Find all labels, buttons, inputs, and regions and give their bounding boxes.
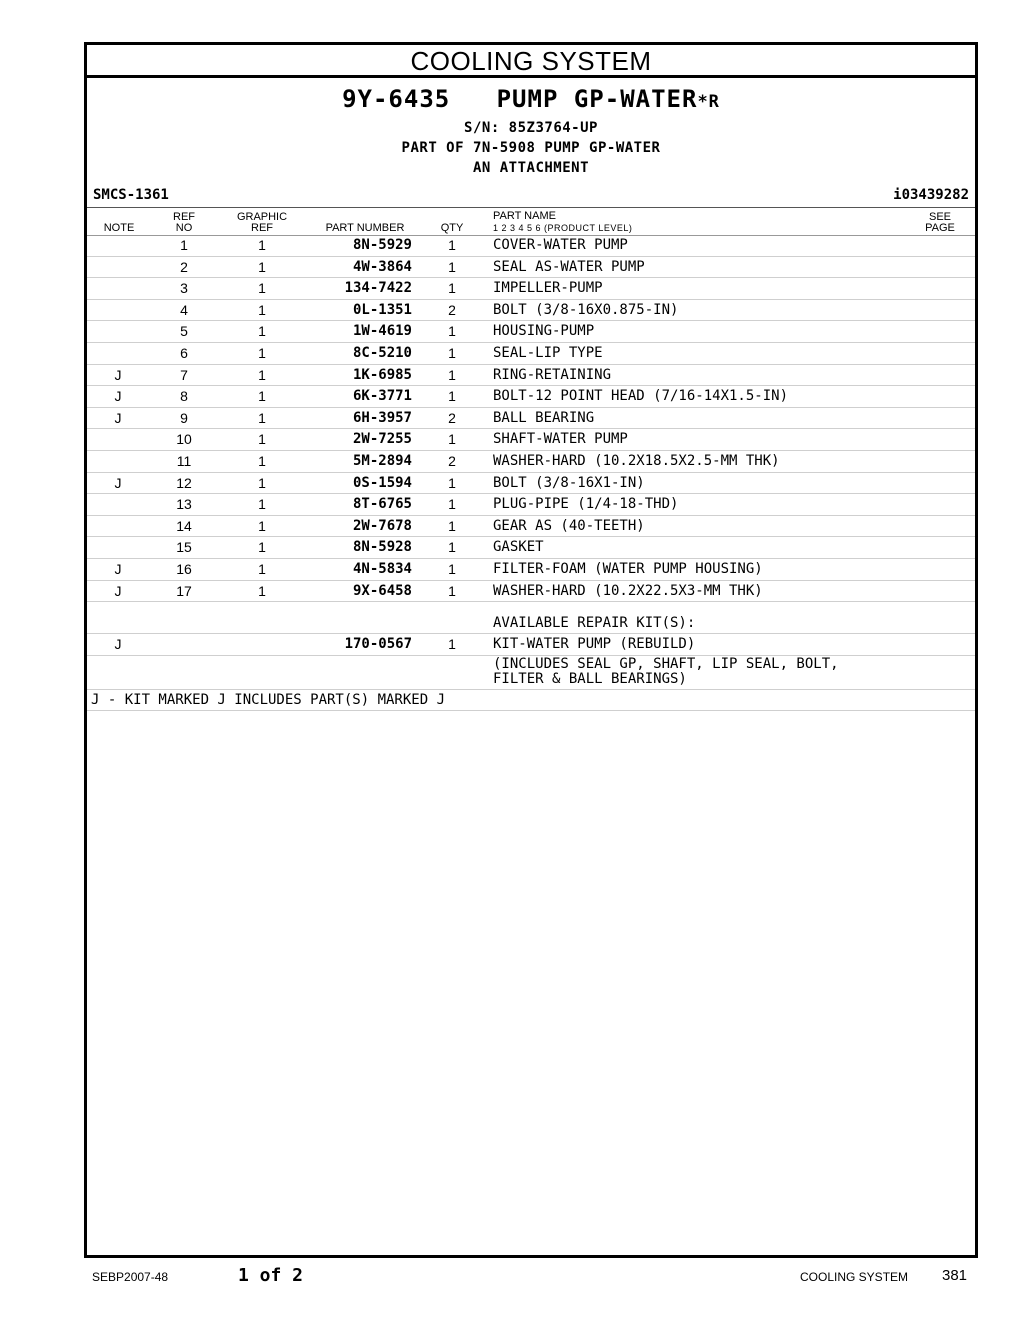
- qty-cell: 1: [448, 344, 456, 361]
- document-id: SEBP2007-48: [92, 1270, 169, 1284]
- smcs-code: SMCS-1361: [93, 187, 169, 203]
- ref-cell: 9: [180, 409, 188, 426]
- graphic-ref-cell: 1: [258, 496, 266, 513]
- graphic-ref-cell: 1: [258, 344, 266, 361]
- footer-section: COOLING SYSTEM: [800, 1270, 909, 1284]
- note-cell: J: [114, 560, 122, 577]
- qty-cell: 1: [448, 431, 456, 448]
- qty-cell: 1: [448, 258, 456, 275]
- kits-heading-row: [87, 602, 975, 634]
- graphic-ref-cell: 1: [258, 409, 266, 426]
- col-ref-bottom: NO: [175, 222, 193, 234]
- table-header: [87, 207, 975, 236]
- col-see-top: SEE: [928, 211, 951, 223]
- note-cell: J: [114, 582, 122, 599]
- graphic-ref-cell: 1: [258, 474, 266, 491]
- kit-row: [87, 634, 975, 656]
- qty-cell: 1: [448, 323, 456, 340]
- part-number-cell: 1K-6985: [352, 366, 412, 383]
- qty-cell: 1: [448, 388, 456, 405]
- part-number-cell: 8C-5210: [352, 344, 412, 361]
- part-name-cell: WASHER-HARD (10.2X22.5X3-MM THK): [493, 582, 763, 599]
- graphic-ref-cell: 1: [258, 431, 266, 448]
- ref-cell: 10: [176, 431, 192, 448]
- part-name-cell: GASKET: [493, 539, 544, 556]
- ref-cell: 7: [180, 366, 188, 383]
- parts-page-frame: [84, 42, 978, 1258]
- table-row: [87, 516, 975, 538]
- part-number-cell: 8T-6765: [352, 496, 412, 513]
- part-number-cell: 4N-5834: [352, 560, 412, 577]
- graphic-ref-cell: 1: [258, 258, 266, 275]
- ref-cell: 6: [180, 344, 188, 361]
- graphic-ref-cell: 1: [258, 539, 266, 556]
- qty-cell: 1: [448, 496, 456, 513]
- kit-includes-line-1: (INCLUDES SEAL GP, SHAFT, LIP SEAL, BOLT,: [493, 655, 839, 672]
- part-name-cell: COVER-WATER PUMP: [493, 237, 628, 253]
- part-name-cell: SHAFT-WATER PUMP: [493, 431, 628, 448]
- kits-heading: AVAILABLE REPAIR KIT(S):: [493, 615, 696, 632]
- table-row: [87, 451, 975, 473]
- part-name-cell: PLUG-PIPE (1/4-18-THD): [493, 496, 679, 513]
- part-number-cell: 2W-7678: [352, 517, 412, 534]
- col-product-level: 1 2 3 4 5 6 (PRODUCT LEVEL): [493, 223, 633, 233]
- col-graphic-bottom: REF: [251, 222, 273, 234]
- kit-includes-text: [493, 657, 963, 687]
- col-note: NOTE: [103, 222, 135, 234]
- part-number-cell: 9X-6458: [352, 582, 412, 599]
- note-cell: J: [114, 409, 122, 426]
- ref-cell: 3: [180, 280, 188, 297]
- graphic-ref-cell: 1: [258, 301, 266, 318]
- table-row: [87, 494, 975, 516]
- section-title: COOLING SYSTEM: [87, 45, 975, 78]
- qty-cell: 1: [448, 237, 456, 253]
- ref-cell: 11: [176, 452, 192, 469]
- col-part-number: PART NUMBER: [325, 222, 405, 234]
- part-number-cell: 134-7422: [344, 280, 412, 297]
- table-row: [87, 386, 975, 408]
- assembly-part-number: 9Y-6435: [342, 85, 451, 113]
- col-ref-top: REF: [173, 211, 195, 223]
- part-number-cell: 5M-2894: [352, 452, 412, 469]
- qty-cell: 1: [448, 539, 456, 556]
- part-number-cell: 8N-5929: [352, 237, 412, 253]
- table-row: [87, 429, 975, 451]
- part-number-cell: 4W-3864: [352, 258, 412, 275]
- part-number-cell: 1W-4619: [352, 323, 412, 340]
- ref-cell: 5: [180, 323, 188, 340]
- table-row: [87, 321, 975, 343]
- graphic-ref-cell: 1: [258, 323, 266, 340]
- col-graphic-top: GRAPHIC: [236, 211, 288, 223]
- table-row: [87, 278, 975, 300]
- qty-cell: 2: [448, 409, 456, 426]
- graphic-ref-cell: 1: [258, 237, 266, 253]
- table-row: [87, 235, 975, 257]
- note-cell: J: [114, 474, 122, 491]
- table-row: [87, 559, 975, 581]
- graphic-ref-cell: 1: [258, 280, 266, 297]
- graphic-ref-cell: 1: [258, 582, 266, 599]
- qty-cell: 1: [448, 582, 456, 599]
- graphic-ref-cell: 1: [258, 366, 266, 383]
- ref-cell: 16: [176, 560, 192, 577]
- ref-cell: 12: [176, 474, 192, 491]
- ref-cell: 13: [176, 496, 192, 513]
- qty-cell: 2: [448, 452, 456, 469]
- part-name-cell: RING-RETAINING: [493, 366, 612, 383]
- ref-cell: 2: [180, 258, 188, 275]
- serial-range: S/N: 85Z3764-UP: [464, 120, 598, 136]
- part-number-cell: 8N-5928: [352, 539, 412, 556]
- note-cell: J: [114, 388, 122, 405]
- part-name-cell: BOLT (3/8-16X1-IN): [493, 474, 645, 491]
- assembly-header: [87, 83, 975, 178]
- kit-part-number-cell: 170-0567: [344, 636, 412, 653]
- ref-cell: 4: [180, 301, 188, 318]
- table-row: [87, 257, 975, 279]
- part-name-cell: BALL BEARING: [493, 409, 595, 426]
- part-number-cell: 6K-3771: [352, 388, 412, 405]
- parts-table-body: [87, 235, 975, 711]
- graphic-ref-cell: 1: [258, 388, 266, 405]
- kit-name-cell: KIT-WATER PUMP (REBUILD): [493, 636, 696, 653]
- kit-qty-cell: 1: [448, 636, 456, 653]
- kit-footnote: J - KIT MARKED J INCLUDES PART(S) MARKED J: [91, 691, 446, 708]
- ref-cell: 1: [180, 237, 188, 253]
- attachment-line: AN ATTACHMENT: [472, 160, 590, 176]
- qty-cell: 1: [448, 517, 456, 534]
- col-see-bottom: PAGE: [925, 222, 955, 234]
- col-qty: QTY: [440, 222, 464, 234]
- table-row: [87, 473, 975, 495]
- part-name-cell: BOLT (3/8-16X0.875-IN): [493, 301, 679, 318]
- graphic-ref-cell: 1: [258, 517, 266, 534]
- assembly-name: PUMP GP-WATER: [496, 85, 698, 113]
- page-number: 381: [942, 1267, 968, 1284]
- assembly-suffix: *R: [697, 92, 720, 112]
- col-part-name: PART NAME: [493, 210, 556, 222]
- table-row: [87, 343, 975, 365]
- page-of-indicator: 1 of 2: [238, 1265, 304, 1286]
- part-name-cell: IMPELLER-PUMP: [493, 280, 603, 297]
- table-row: [87, 408, 975, 430]
- assembly-title: [87, 83, 975, 118]
- ref-cell: 17: [176, 582, 192, 599]
- part-name-cell: WASHER-HARD (10.2X18.5X2.5-MM THK): [493, 452, 780, 469]
- part-name-cell: FILTER-FOAM (WATER PUMP HOUSING): [493, 560, 763, 577]
- note-cell: J: [114, 366, 122, 383]
- qty-cell: 2: [448, 301, 456, 318]
- part-name-cell: BOLT-12 POINT HEAD (7/16-14X1.5-IN): [493, 388, 789, 405]
- page-footer: [0, 1262, 1020, 1292]
- graphic-ref-cell: 1: [258, 452, 266, 469]
- table-row: [87, 537, 975, 559]
- qty-cell: 1: [448, 560, 456, 577]
- footnote-row: [87, 690, 975, 712]
- illustration-id: i03439282: [893, 187, 969, 203]
- graphic-ref-cell: 1: [258, 560, 266, 577]
- ref-cell: 15: [176, 539, 192, 556]
- qty-cell: 1: [448, 280, 456, 297]
- qty-cell: 1: [448, 366, 456, 383]
- part-name-cell: SEAL-LIP TYPE: [493, 344, 603, 361]
- part-name-cell: SEAL AS-WATER PUMP: [493, 258, 645, 275]
- kit-includes-row: [87, 656, 975, 690]
- table-row: [87, 581, 975, 603]
- ref-cell: 8: [180, 388, 188, 405]
- part-number-cell: 2W-7255: [352, 431, 412, 448]
- part-number-cell: 6H-3957: [352, 409, 412, 426]
- part-number-cell: 0S-1594: [352, 474, 412, 491]
- part-number-cell: 0L-1351: [352, 301, 412, 318]
- ref-cell: 14: [176, 517, 192, 534]
- kit-includes-line-2: FILTER & BALL BEARINGS): [493, 670, 687, 687]
- qty-cell: 1: [448, 474, 456, 491]
- part-of-line: PART OF 7N-5908 PUMP GP-WATER: [401, 140, 661, 156]
- kit-note-cell: J: [114, 636, 122, 653]
- part-name-cell: HOUSING-PUMP: [493, 323, 595, 340]
- table-row: [87, 300, 975, 322]
- table-row: [87, 365, 975, 387]
- part-name-cell: GEAR AS (40-TEETH): [493, 517, 645, 534]
